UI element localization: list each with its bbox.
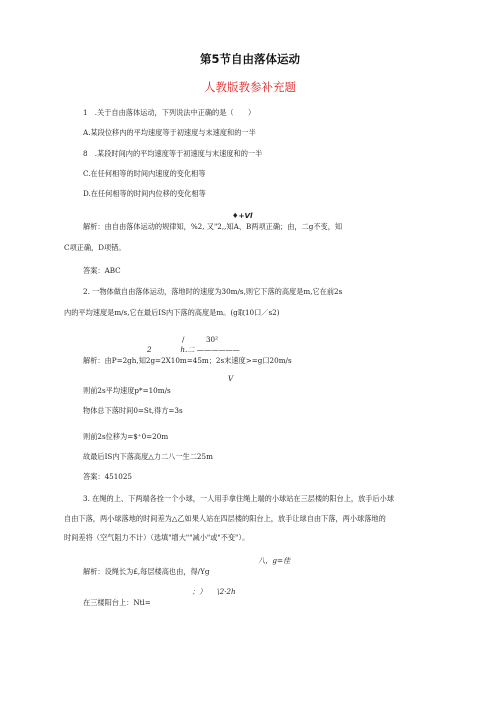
q2-fraction-top: / 30² bbox=[182, 335, 219, 344]
q2-stem-line1: 2. 一物体做自由落体运动，落地时的速度为30m∕s,则它下落的高度是m,它在前2s bbox=[83, 287, 343, 296]
q3-formula-2: ；） \2·2h bbox=[192, 587, 236, 596]
q1-option-c: C.在任何相等的时间内速度的变化相等 bbox=[83, 169, 206, 178]
q2-answer: 答案：451025 bbox=[83, 472, 133, 481]
q1-option-a: A.某段位移内的平均速度等于初速度与末速度和的一半 bbox=[83, 128, 256, 137]
q1-answer: 答案：ABC bbox=[83, 266, 121, 275]
q2-fraction-mid: 2 h.二 —————— bbox=[147, 345, 240, 354]
q3-stem-line2: 自由下落，两小球落地的时间差为△乙如果人站在四层楼的阳台上，放手让球自由下落，两小球落地的 bbox=[64, 514, 386, 523]
page-subtitle: 人教版教参补充题 bbox=[204, 80, 296, 94]
q3-third-floor: 在三楼阳台上：Ntl= bbox=[83, 598, 151, 607]
q2-analysis: 解析：由P=2gh,知2g=2X10m=45m；2s末速度>=g口20m/s bbox=[83, 356, 292, 365]
q2-v-label: V bbox=[228, 374, 234, 383]
q1-stem: 1 .关于自由落体运动，下列说法中正确的是（ ） bbox=[83, 108, 256, 117]
q3-analysis: 解析：设绳长为£,每层楼高也由，得∕Yg bbox=[83, 567, 210, 576]
q3-stem-line1: 3. 在绳的上、下两端各拴一个小球，一人用手拿住绳上端的小球站在三层楼的阳台上，放手后小球 bbox=[83, 494, 395, 503]
q2-last-second: 故最后IS内下落高度△力二八一生二25m bbox=[83, 452, 213, 461]
q1-analysis-line2: C项正确，D项错。 bbox=[64, 243, 126, 252]
q2-stem-line2: 内的平均速度是m∕s,它在最后IS内下落的高度是m。(g取10口／s2) bbox=[64, 308, 280, 317]
q1-option-d: D.在任何相等的时间内位移的变化相等 bbox=[83, 189, 206, 198]
q1-option-b: 8 .某段时间内的平均速度等于初速度与末速度和的一半 bbox=[83, 149, 263, 158]
page-title: 第5节自由落体运动 bbox=[199, 52, 300, 66]
q1-analysis-line1: 解析：由自由落体运动的规律知，%2, 又"2,,知A、B两项正确；由，二g不变，知 bbox=[83, 222, 343, 231]
q2-displacement: 则前2s位移为=$⁺0=20m bbox=[83, 432, 169, 441]
q1-formula: ♦+Vl bbox=[232, 211, 253, 220]
q3-stem-line3: 时间差将（空气阻力不计）（选填"增大""减小"或"不变"）。 bbox=[64, 533, 250, 542]
q2-total-time: 物体总下落时间0=St,得方=3s bbox=[83, 406, 183, 415]
q3-formula-1: 八，g=佳 bbox=[258, 556, 291, 565]
q2-average-velocity: 则前2s平均速度p*=10m/s bbox=[83, 386, 171, 395]
